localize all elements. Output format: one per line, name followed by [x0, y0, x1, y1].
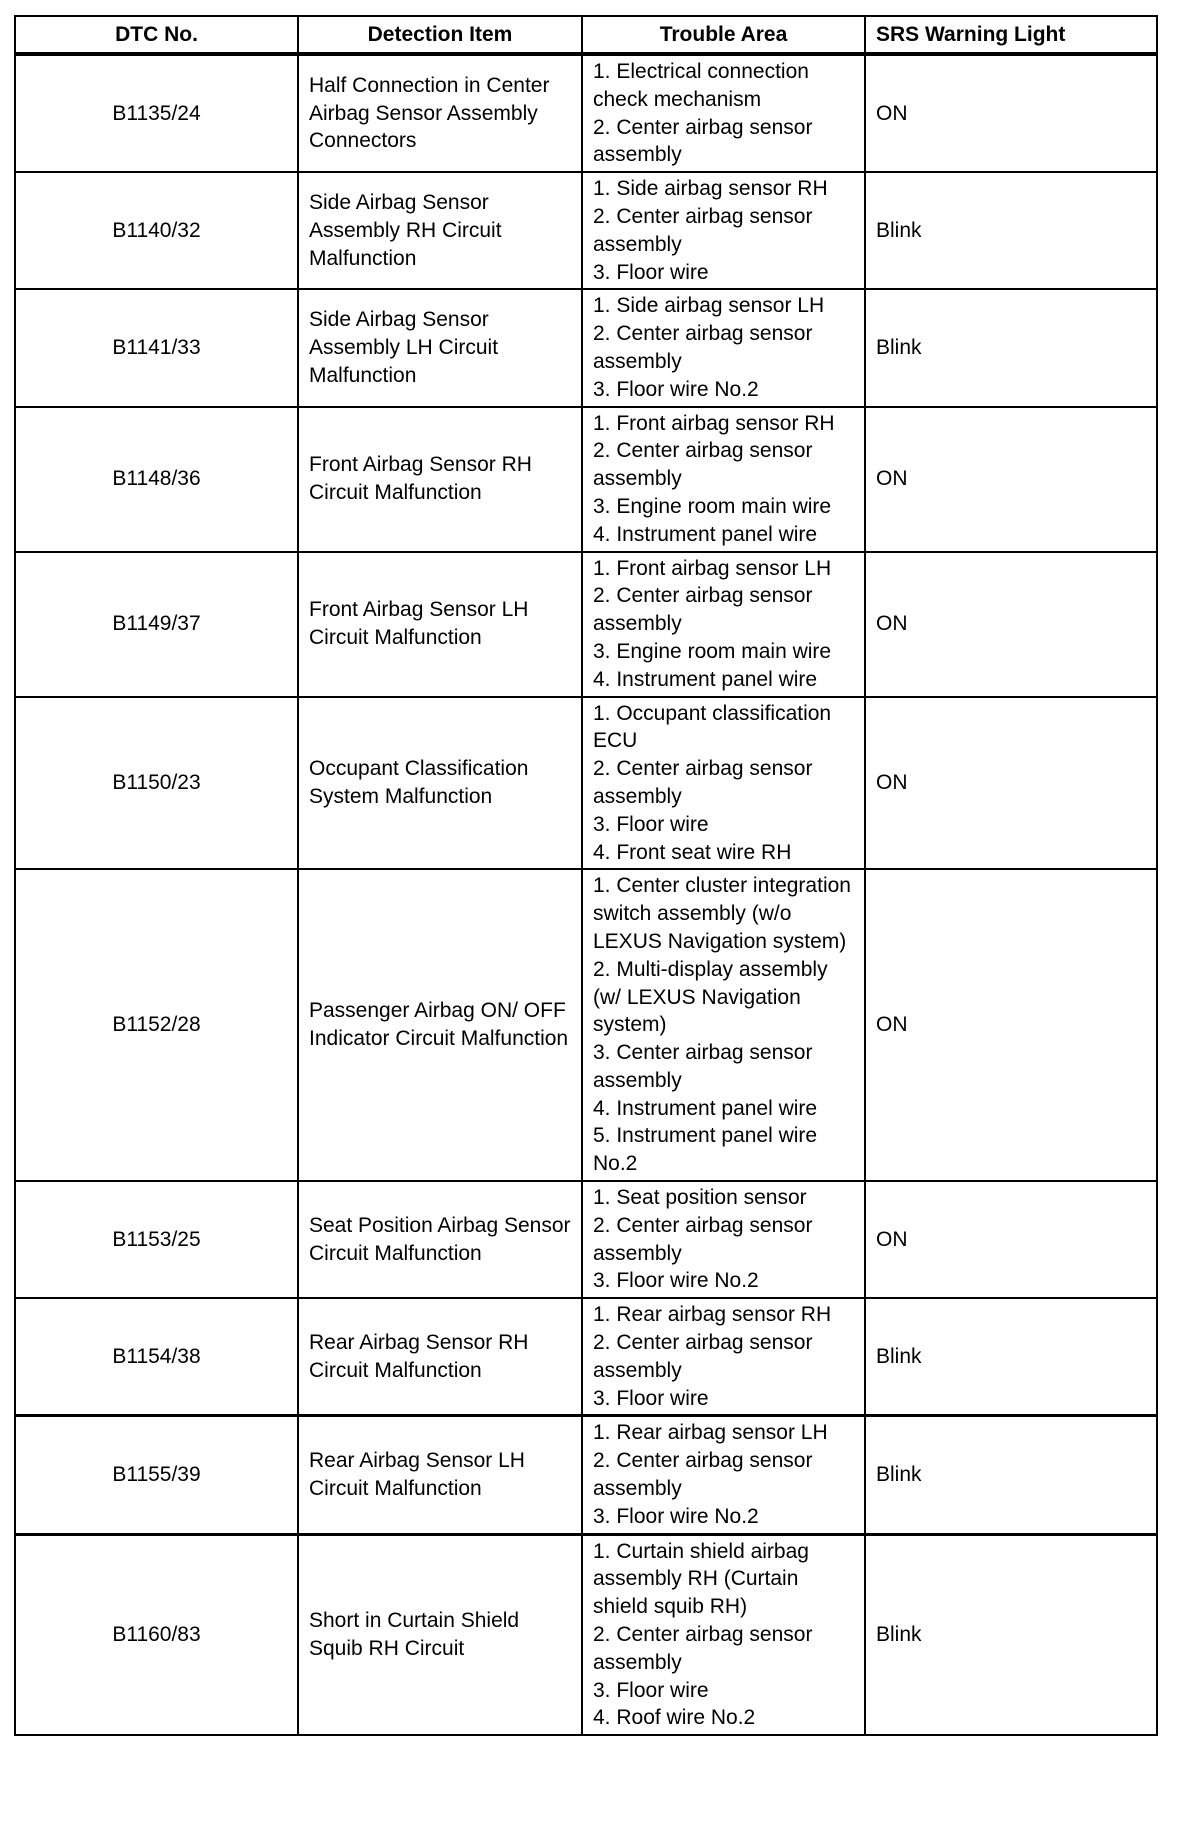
- dtc-code: B1135/24: [15, 54, 298, 172]
- detection-item: Passenger Airbag ON/ OFF Indicator Circuit Malfunction: [298, 869, 582, 1181]
- table-row: [15, 172, 1157, 289]
- table-row: [15, 552, 1157, 697]
- trouble-area: 1. Front airbag sensor LH 2. Center airbag sensor assembly 3. Engine room main wire 4. Instrument panel wire: [582, 552, 865, 697]
- detection-item: Front Airbag Sensor LH Circuit Malfunction: [298, 552, 582, 697]
- trouble-area: 1. Rear airbag sensor LH 2. Center airbag sensor assembly 3. Floor wire No.2: [582, 1416, 865, 1534]
- trouble-area: 1. Seat position sensor 2. Center airbag sensor assembly 3. Floor wire No.2: [582, 1181, 865, 1298]
- header-dtc-no: DTC No.: [15, 16, 298, 54]
- table-row: [15, 1298, 1157, 1416]
- dtc-code: B1141/33: [15, 289, 298, 406]
- trouble-area: 1. Occupant classification ECU 2. Center airbag sensor assembly 3. Floor wire 4. Front seat wire RH: [582, 697, 865, 870]
- header-trouble-area: Trouble Area: [582, 16, 865, 54]
- header-detection-item: Detection Item: [298, 16, 582, 54]
- trouble-area: 1. Front airbag sensor RH 2. Center airbag sensor assembly 3. Engine room main wire 4. Instrument panel wire: [582, 407, 865, 552]
- table-row: [15, 1416, 1157, 1534]
- srs-warning-light: ON: [865, 552, 1157, 697]
- detection-item: Side Airbag Sensor Assembly RH Circuit Malfunction: [298, 172, 582, 289]
- detection-item: Seat Position Airbag Sensor Circuit Malfunction: [298, 1181, 582, 1298]
- dtc-code: B1154/38: [15, 1298, 298, 1416]
- table-row: [15, 1181, 1157, 1298]
- dtc-code: B1148/36: [15, 407, 298, 552]
- detection-item: Occupant Classification System Malfunction: [298, 697, 582, 870]
- trouble-area: 1. Curtain shield airbag assembly RH (Curtain shield squib RH) 2. Center airbag sensor assembly 3. Floor wire 4. Roof wire No.2: [582, 1534, 865, 1735]
- detection-item: Front Airbag Sensor RH Circuit Malfunction: [298, 407, 582, 552]
- dtc-code: B1150/23: [15, 697, 298, 870]
- srs-warning-light: Blink: [865, 172, 1157, 289]
- srs-warning-light: ON: [865, 54, 1157, 172]
- dtc-code: B1149/37: [15, 552, 298, 697]
- srs-warning-light: Blink: [865, 1534, 1157, 1735]
- table-body: [15, 54, 1157, 1735]
- detection-item: Rear Airbag Sensor RH Circuit Malfunction: [298, 1298, 582, 1416]
- table-header: [15, 16, 1157, 54]
- table-row: [15, 1534, 1157, 1735]
- srs-warning-light: ON: [865, 407, 1157, 552]
- trouble-area: 1. Side airbag sensor RH 2. Center airbag sensor assembly 3. Floor wire: [582, 172, 865, 289]
- dtc-code: B1140/32: [15, 172, 298, 289]
- header-row: [15, 16, 1157, 54]
- detection-item: Rear Airbag Sensor LH Circuit Malfunction: [298, 1416, 582, 1534]
- dtc-table: [14, 15, 1158, 1736]
- table-row: [15, 54, 1157, 172]
- srs-warning-light: ON: [865, 1181, 1157, 1298]
- table-row: [15, 407, 1157, 552]
- detection-item: Half Connection in Center Airbag Sensor Assembly Connectors: [298, 54, 582, 172]
- srs-warning-light: Blink: [865, 289, 1157, 406]
- dtc-code: B1155/39: [15, 1416, 298, 1534]
- trouble-area: 1. Center cluster integration switch assembly (w/o LEXUS Navigation system) 2. Multi-display assembly (w/ LEXUS Navigation system) 3. Center airbag sensor assembly 4. Instrument panel wire 5. Instrument panel wire No.2: [582, 869, 865, 1181]
- trouble-area: 1. Rear airbag sensor RH 2. Center airbag sensor assembly 3. Floor wire: [582, 1298, 865, 1416]
- table-row: [15, 289, 1157, 406]
- trouble-area: 1. Electrical connection check mechanism 2. Center airbag sensor assembly: [582, 54, 865, 172]
- srs-warning-light: ON: [865, 697, 1157, 870]
- detection-item: Short in Curtain Shield Squib RH Circuit: [298, 1534, 582, 1735]
- dtc-code: B1153/25: [15, 1181, 298, 1298]
- table-row: [15, 697, 1157, 870]
- header-srs-warning-light: SRS Warning Light: [865, 16, 1157, 54]
- trouble-area: 1. Side airbag sensor LH 2. Center airbag sensor assembly 3. Floor wire No.2: [582, 289, 865, 406]
- srs-warning-light: ON: [865, 869, 1157, 1181]
- srs-warning-light: Blink: [865, 1298, 1157, 1416]
- srs-warning-light: Blink: [865, 1416, 1157, 1534]
- detection-item: Side Airbag Sensor Assembly LH Circuit Malfunction: [298, 289, 582, 406]
- dtc-code: B1152/28: [15, 869, 298, 1181]
- table-row: [15, 869, 1157, 1181]
- dtc-code: B1160/83: [15, 1534, 298, 1735]
